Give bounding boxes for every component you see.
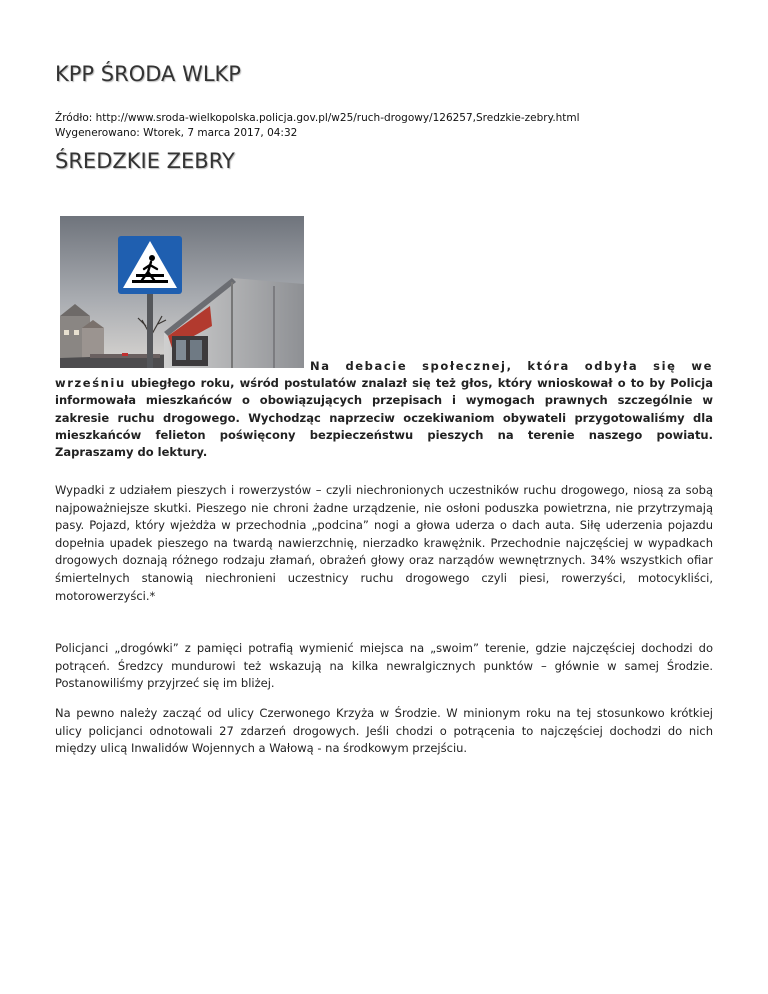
source-line: Źródło: http://www.sroda-wielkopolska.policja.gov.pl/w25/ruch-drogowy/126257,Sredzkie-zebry.html xyxy=(55,112,580,124)
article-title: ŚREDZKIE ZEBRY xyxy=(55,149,235,173)
lead-rest: ubiegłego roku, wśród postulatów znalazł się też głos, który wnioskował o to by Policja informowała mieszkańców o obowiązujących przepisach i wymogach prawnych szczególnie w zakresie ruchu drogowego. Wychodząc naprzeciw oczekiwaniom obywateli przygotowaliśmy dla mieszkańców felieton poświęcony bezpieczeństwu pieszych na terenie naszego powiatu. Zapraszamy do lektury. xyxy=(55,376,713,460)
paragraph-2: Policjanci „drogówki” z pamięci potrafią wymienić miejsca na „swoim” terenie, gdzie najczęściej dochodzi do potrąceń. Średzcy mundurowi też wskazują na kilka newralgicznych punktów – głównie w samej Środzie. Postanowiliśmy przyjrzeć się im bliżej. xyxy=(55,641,713,691)
article-lead xyxy=(55,216,713,461)
site-title: KPP ŚRODA WLKP xyxy=(55,62,241,86)
paragraph-3: Na pewno należy zacząć od ulicy Czerwonego Krzyża w Środzie. W minionym roku na tej stosunkowo krótkiej ulicy policjanci odnotowali 27 zdarzeń drogowych. Jeśli chodzi o potrącenia to najczęściej dochodzi do nich między ulicą Inwalidów Wojennych a Wałową - na środkowym przejściu. xyxy=(55,706,713,756)
pedestrian-crossing-sign-photo xyxy=(60,216,304,368)
generated-line: Wygenerowano: Wtorek, 7 marca 2017, 04:32 xyxy=(55,127,298,139)
document-meta xyxy=(55,111,580,141)
paragraph-1: Wypadki z udziałem pieszych i rowerzystów – czyli niechronionych uczestników ruchu drogowego, niosą za sobą najpoważniejsze skutki. Pieszego nie chroni żadne urządzenie, nie osłoni poduszka powietrzna, nie przytrzymają pasy. Pojazd, który wjeżdża w przechodnia „podcina” nogi a głowa uderza o dach auta. Siłę uderzenia pojazdu dopełnia upadek pieszego na twardą nawierzchnię, nierzadko krawężnik. Przechodnie najczęściej w wypadkach drogowych doznają różnego rodzaju złamań, obrażeń głowy oraz narządów wewnętrznych. 34% wszystkich ofiar śmiertelnych stanowią niechronieni uczestnicy ruchu drogowego czyli piesi, rowerzyści, motocykliści, motorowerzyści.* xyxy=(55,483,713,603)
lead-first-words: Na debacie społecznej, która odbyła się we wrześniu xyxy=(55,359,713,391)
